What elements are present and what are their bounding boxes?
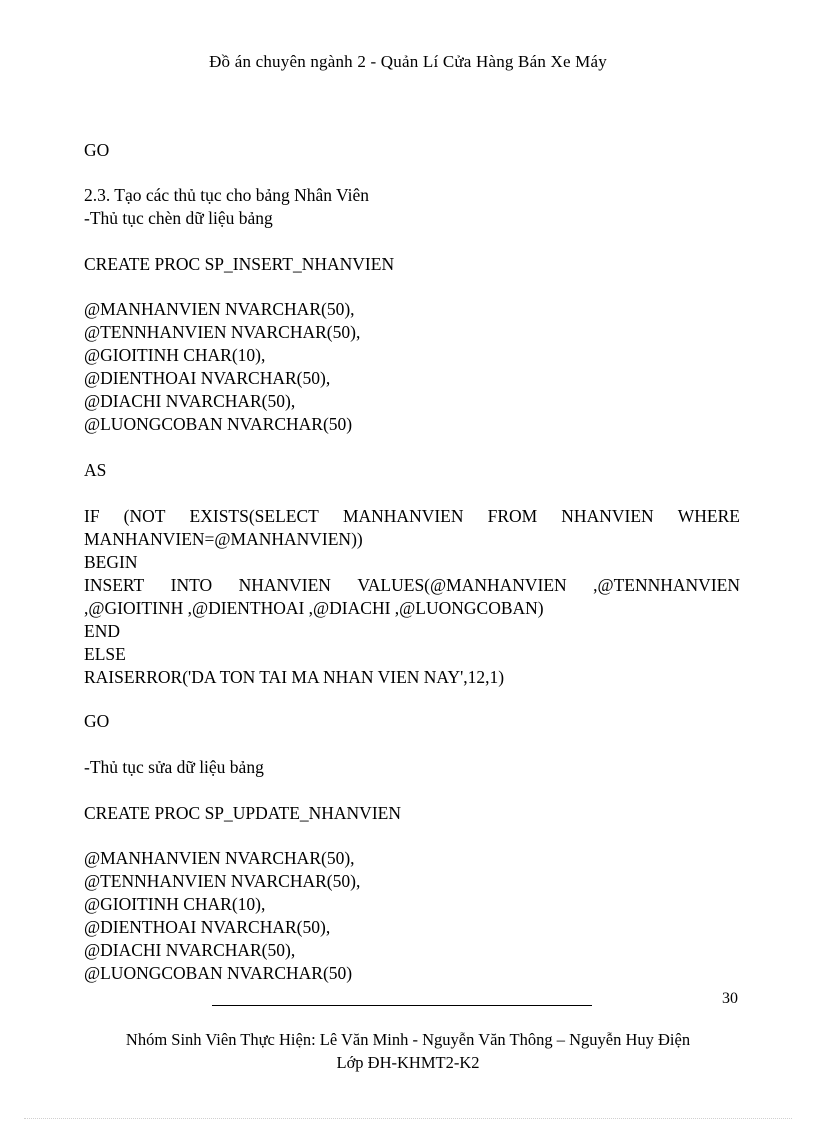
update-create-statement: CREATE PROC SP_UPDATE_NHANVIEN [84,803,401,823]
if-statement-line-1 [84,505,740,528]
code-word: INSERT [84,575,145,595]
insert-procedure-description: -Thủ tục chèn dữ liệu bảng [84,208,273,228]
code-word: ,@TENNHANVIEN [593,575,740,595]
code-word: INTO [170,575,213,595]
param-line: @MANHANVIEN NVARCHAR(50), [84,299,355,319]
param-line: @LUONGCOBAN NVARCHAR(50) [84,963,353,983]
param-line: @GIOITINH CHAR(10), [84,345,266,365]
code-word: IF [84,506,100,526]
footer-authors: Nhóm Sinh Viên Thực Hiện: Lê Văn Minh - Nguyễn Văn Thông – Nguyễn Huy Điện [125,1030,691,1049]
param-line: @LUONGCOBAN NVARCHAR(50) [84,414,353,434]
update-procedure-description: -Thủ tục sửa dữ liệu bảng [84,757,264,777]
insert-statement-line-2: ,@GIOITINH ,@DIENTHOAI ,@DIACHI ,@LUONGCOBAN) [84,598,544,618]
section-heading: 2.3. Tạo các thủ tục cho bảng Nhân Viên [84,185,370,205]
code-word: (NOT [123,506,166,526]
procedure-body-block [84,505,740,689]
code-word: MANHANVIEN [342,506,464,526]
param-line: @TENNHANVIEN NVARCHAR(50), [84,871,361,891]
param-line: @MANHANVIEN NVARCHAR(50), [84,848,355,868]
code-word: FROM [487,506,538,526]
else-keyword: ELSE [84,644,126,664]
go-statement-2: GO [84,711,110,731]
update-parameter-list [84,847,360,985]
go-statement-1: GO [84,140,110,160]
param-line: @DIENTHOAI NVARCHAR(50), [84,368,331,388]
code-word: NHANVIEN [561,506,654,526]
insert-parameter-list [84,298,360,436]
page-header-title: Đồ án chuyên ngành 2 - Quản Lí Cửa Hàng Bán Xe Máy [209,52,607,71]
param-line: @DIENTHOAI NVARCHAR(50), [84,917,331,937]
footer-class: Lớp ĐH-KHMT2-K2 [336,1053,480,1072]
code-word: NHANVIEN [238,575,331,595]
footer-divider [212,1005,592,1006]
code-word: WHERE [677,506,740,526]
code-word: EXISTS(SELECT [189,506,319,526]
insert-create-statement: CREATE PROC SP_INSERT_NHANVIEN [84,254,395,274]
code-word: VALUES(@MANHANVIEN [357,575,567,595]
page-number: 30 [722,990,738,1007]
raiserror-statement: RAISERROR('DA TON TAI MA NHAN VIEN NAY',12,1) [84,667,505,687]
insert-statement-line-1 [84,574,740,597]
end-keyword: END [84,621,120,641]
param-line: @GIOITINH CHAR(10), [84,894,266,914]
param-line: @DIACHI NVARCHAR(50), [84,391,296,411]
as-keyword: AS [84,460,107,480]
page-bottom-border [24,1118,792,1119]
if-statement-line-2: MANHANVIEN=@MANHANVIEN)) [84,529,363,549]
param-line: @DIACHI NVARCHAR(50), [84,940,296,960]
section-heading-block [84,184,369,230]
begin-keyword: BEGIN [84,552,138,572]
param-line: @TENNHANVIEN NVARCHAR(50), [84,322,361,342]
